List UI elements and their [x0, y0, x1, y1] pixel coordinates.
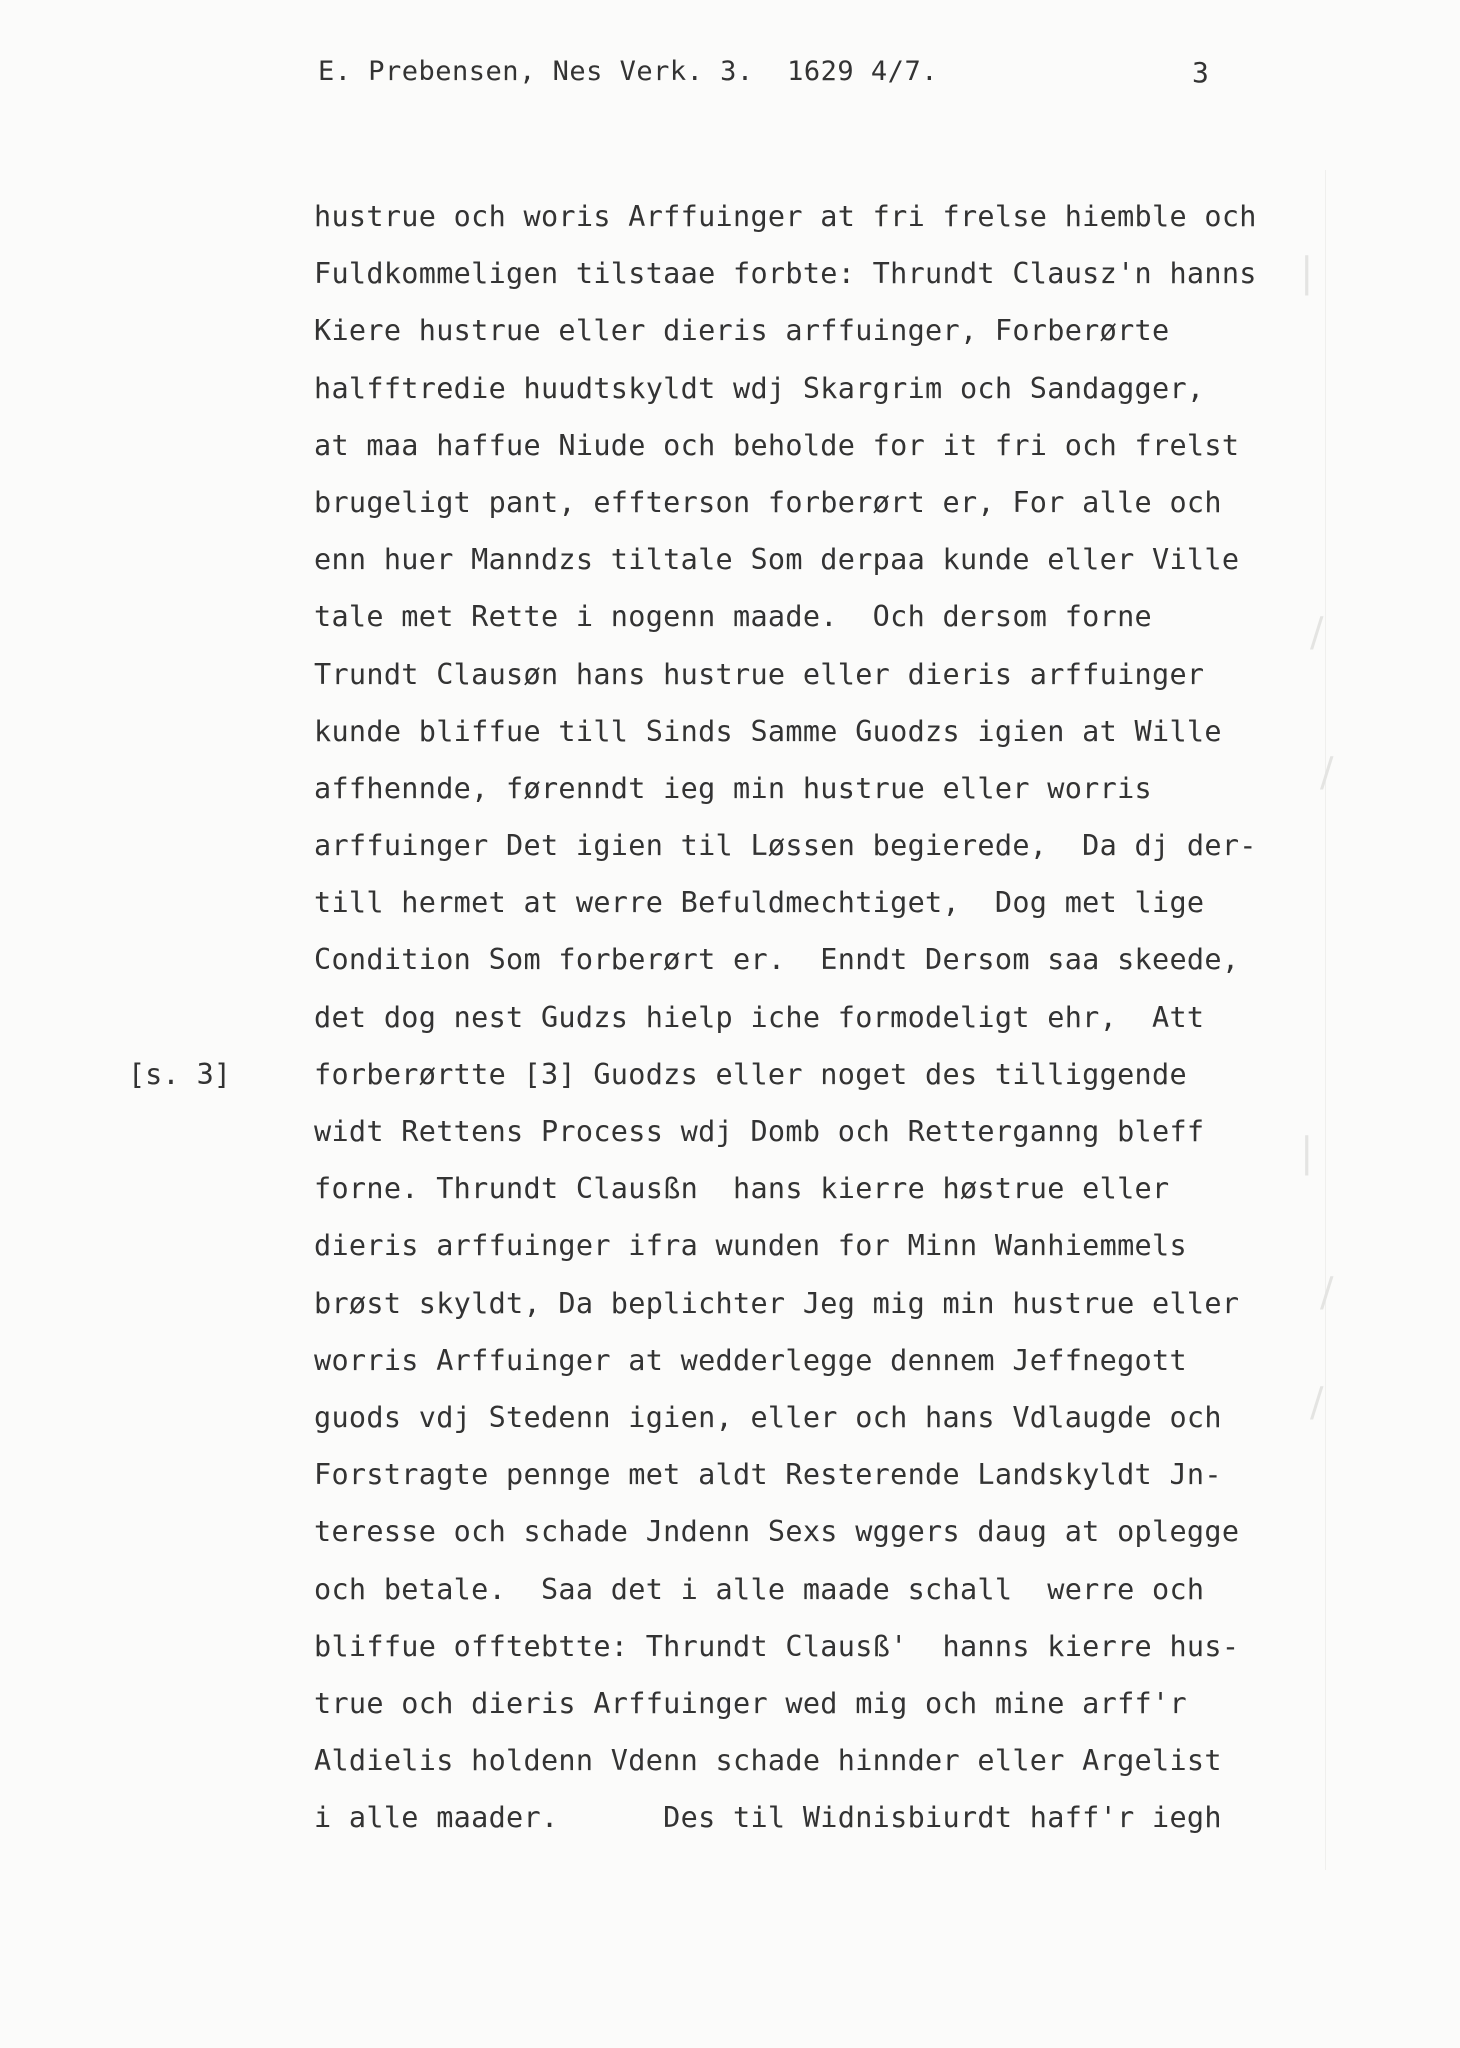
text-line: det dog nest Gudzs hielp iche formodeligt ehr, Att	[314, 1000, 1205, 1034]
text-line: forne. Thrundt Clausßn hans kierre høstrue eller	[314, 1172, 1170, 1206]
text-line: och betale. Saa det i alle maade schall werre och	[314, 1572, 1205, 1606]
text-line: teresse och schade Jndenn Sexs wggers daug at oplegge	[314, 1515, 1240, 1549]
text-line: widt Rettens Process wdj Domb och Retterganng bleff	[314, 1115, 1205, 1148]
bleed-through-marks: | / / | / /	[1300, 250, 1334, 1426]
text-line: forberørtte [3] Guodzs eller noget des tilliggende	[314, 1057, 1187, 1091]
page-number: 3	[1192, 56, 1209, 89]
text-line: tale met Rette i nogenn maade. Och dersom forne	[314, 600, 1153, 634]
text-line: Forstragte pennge met aldt Resterende Landskyldt Jn-	[314, 1458, 1222, 1492]
text-line: enn huer Manndzs tiltale Som derpaa kunde eller Ville	[314, 543, 1240, 577]
text-line: brøst skyldt, Da beplichter Jeg mig min hustrue eller	[314, 1286, 1240, 1320]
text-line: halfftredie huudtskyldt wdj Skargrim och Sandagger,	[314, 371, 1205, 405]
margin-page-reference: [s. 3]	[128, 1058, 231, 1091]
text-line: Fuldkommeligen tilstaae forbte: Thrundt Clausz'n hanns	[314, 257, 1257, 291]
text-line: kunde bliffue till Sinds Samme Guodzs igien at Wille	[314, 714, 1222, 748]
text-line: hustrue och woris Arffuinger at fri frelse hiemble och	[314, 200, 1257, 233]
text-line: worris Arffuinger at wedderlegge dennem Jeffnegott	[314, 1343, 1187, 1377]
text-line: bliffue offtebtte: Thrundt Clausß' hanns kierre hus-	[314, 1629, 1240, 1663]
text-line: brugeligt pant, effterson forberørt er, For alle och	[314, 485, 1222, 519]
text-line: dieris arffuinger ifra wunden for Minn Wanhiemmels	[314, 1229, 1187, 1263]
text-line: Trundt Clausøn hans hustrue eller dieris arffuinger	[314, 657, 1205, 691]
text-line: arffuinger Det igien til Løssen begierede, Da dj der-	[314, 829, 1257, 863]
page-header: E. Prebensen, Nes Verk. 3. 1629 4/7.	[318, 56, 938, 87]
transcription-body	[314, 188, 1314, 1846]
text-line: Aldielis holdenn Vdenn schade hinnder eller Argelist	[314, 1744, 1222, 1778]
text-line: i alle maader. Des til Widnisbiurdt haff'r iegh	[314, 1801, 1222, 1835]
text-line: Kiere hustrue eller dieris arffuinger, Forberørte	[314, 314, 1170, 348]
text-line: at maa haffue Niude och beholde for it fri och frelst	[314, 428, 1240, 462]
text-line: till hermet at werre Befuldmechtiget, Dog met lige	[314, 886, 1205, 920]
text-line: true och dieris Arffuinger wed mig och mine arff'r	[314, 1686, 1187, 1720]
text-line: guods vdj Stedenn igien, eller och hans Vdlaugde och	[314, 1400, 1222, 1434]
text-line: Condition Som forberørt er. Enndt Dersom saa skeede,	[314, 943, 1240, 977]
text-line: affhennde, førenndt ieg min hustrue eller worris	[314, 771, 1153, 805]
